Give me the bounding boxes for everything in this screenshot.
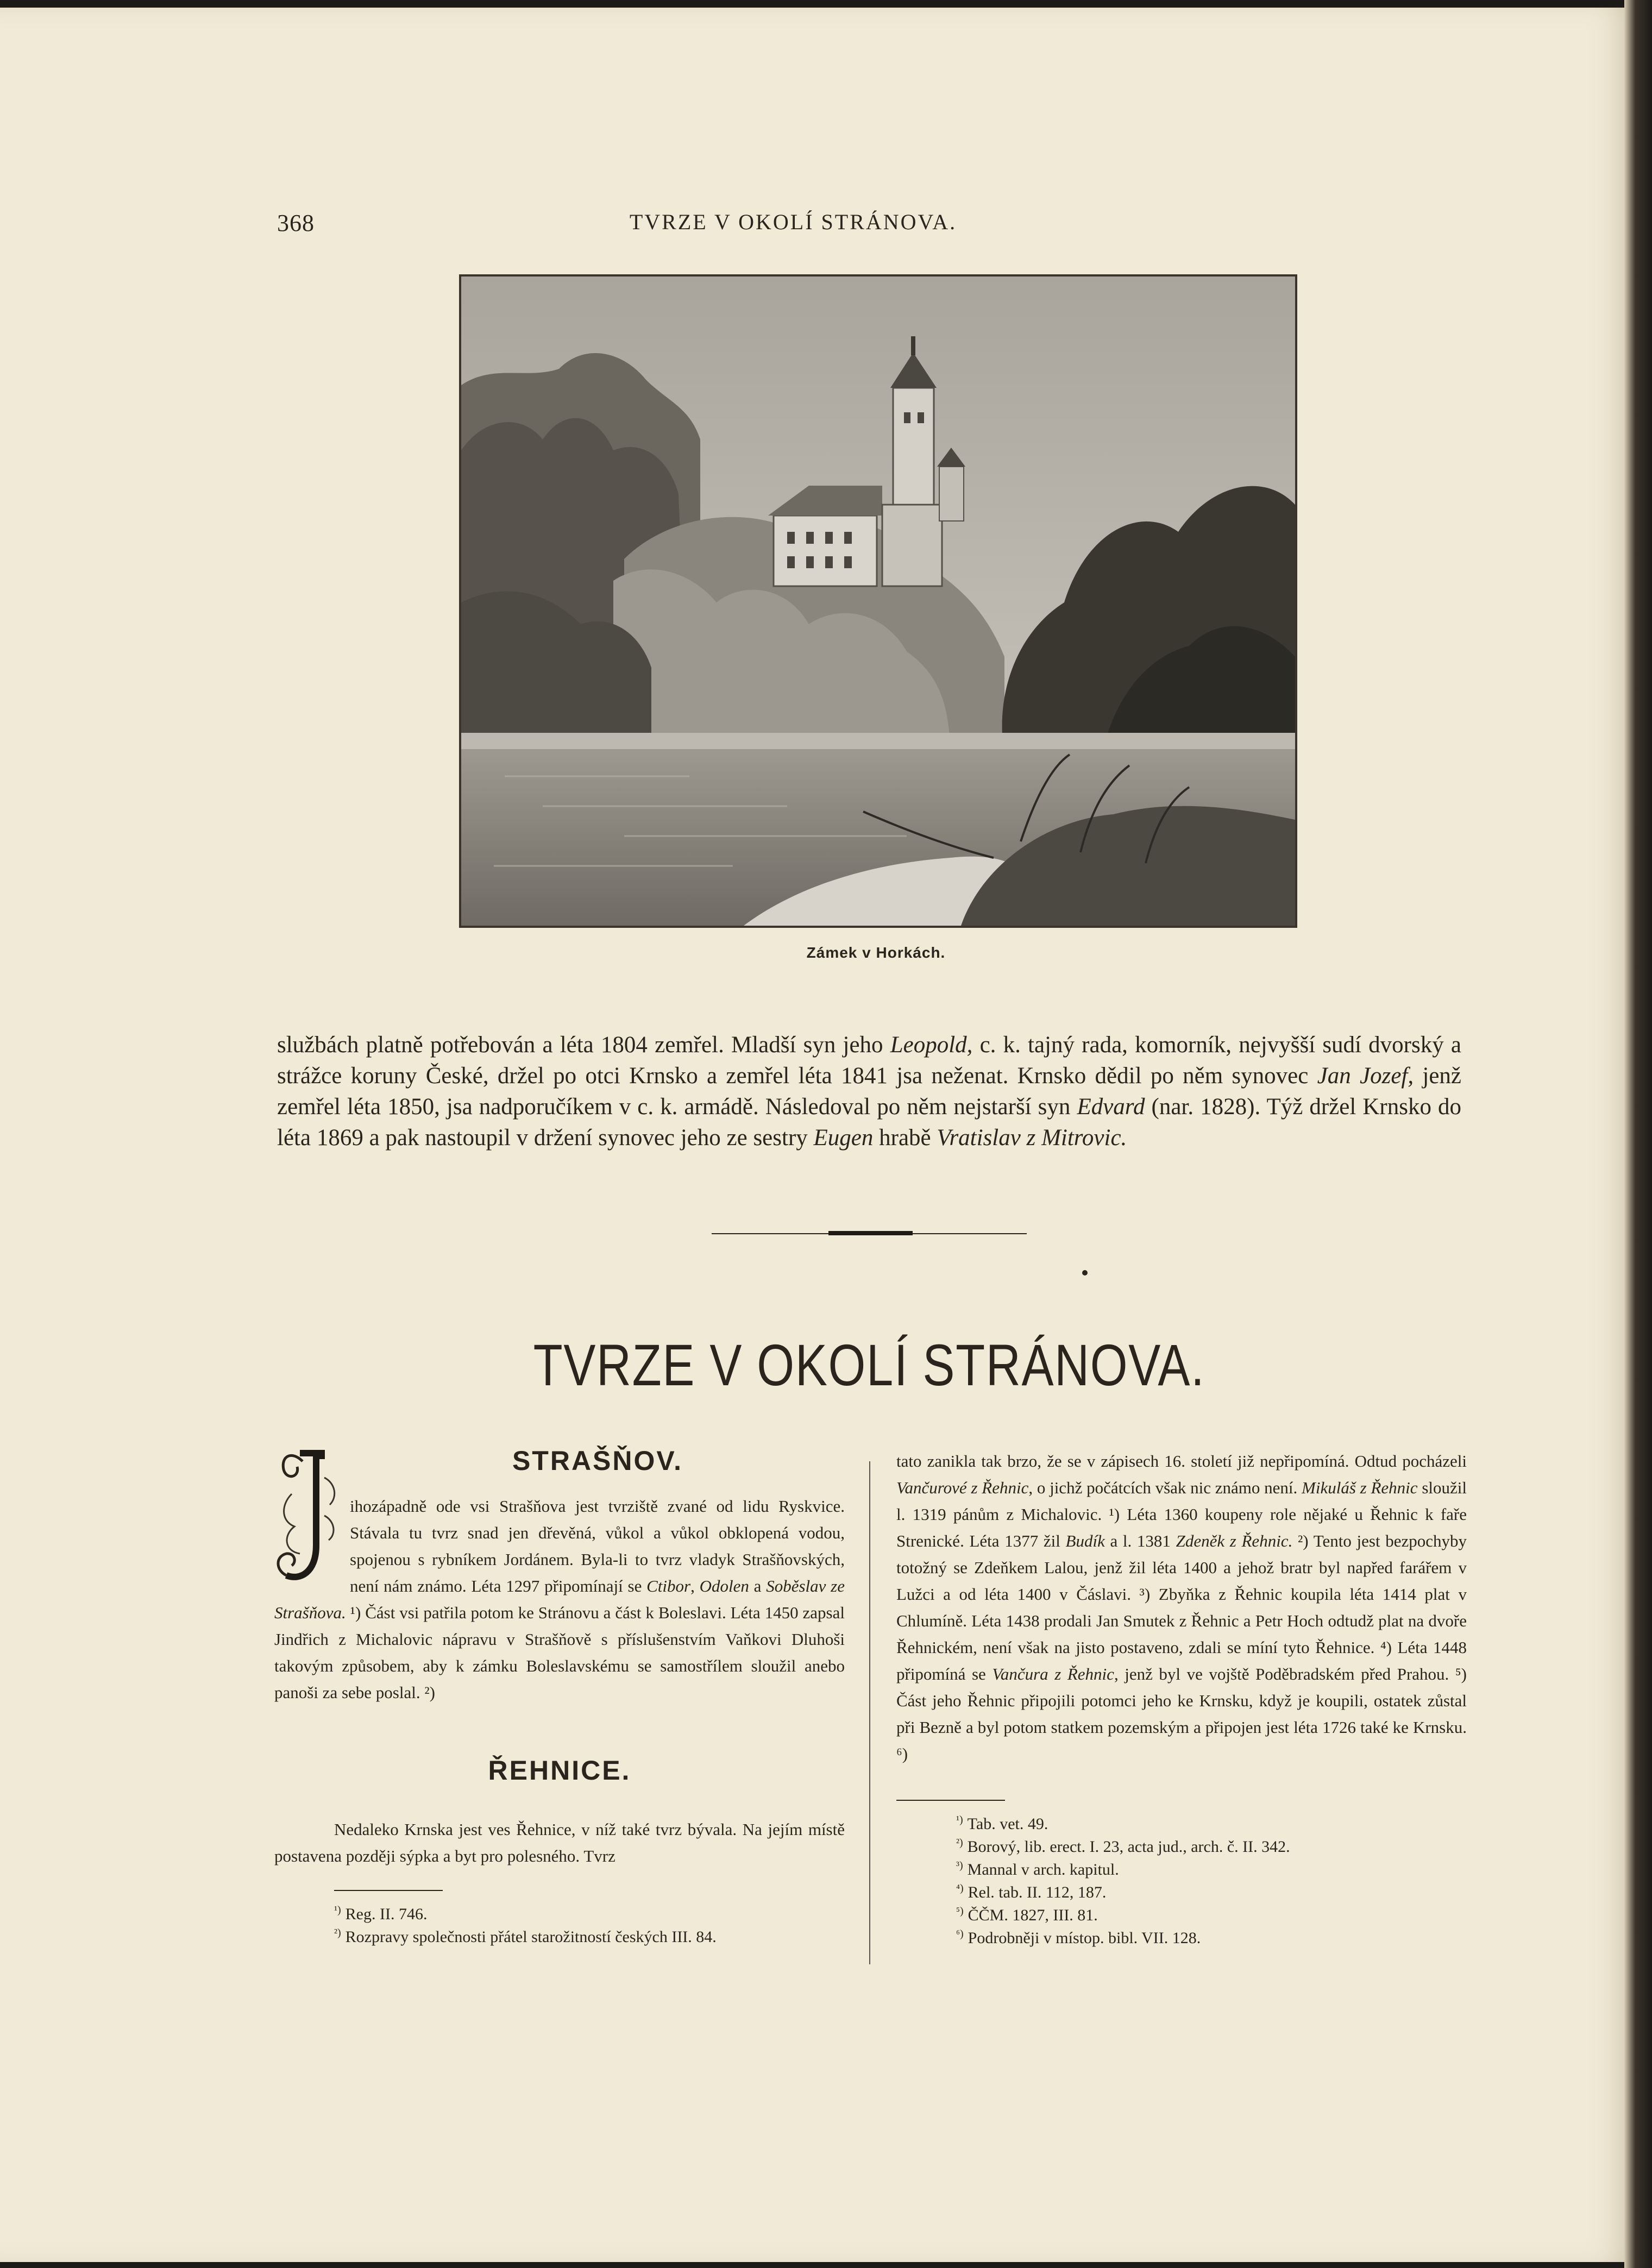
text-run: ²) Tento jest bezpochyby totožný se Zdeňkem Lalou, jenž žil léta 1400 a jehož bratr byl napřed farářem v Lužci a od léta 1400 v Čáslavi. ³) Zbyňka z Řehnic koupila léta 1414 plat v Chlumíně. Léta 1438 prodali Jan Smutek z Řehnic a Petr Hoch odtudž plat na dvoře Řehnickém, není však na jisto postaveno, zdali se míní tyto Řehnice. ⁴) Léta 1448 připomíná se (896, 1531, 1467, 1683)
strasnov-paragraph (274, 1493, 845, 1706)
italic-name: Vančura z Řehnic (992, 1664, 1114, 1683)
italic-name: Vratislav z Mitrovic. (937, 1125, 1127, 1151)
footnote: $^{^4)}$ Rel. tab. II. 112, 187. (956, 1882, 1107, 1901)
italic-name: Vančurové z Řehnic (896, 1478, 1029, 1497)
footnote: $^{^2)}$ Borový, lib. erect. I. 23, acta jud., arch. č. II. 342. (956, 1837, 1290, 1856)
continued-text (277, 1029, 1461, 1153)
rehnice-continuation (896, 1448, 1467, 1767)
italic-name: Leopold, (890, 1032, 973, 1058)
castle-tower (893, 388, 934, 505)
rehnice-paragraph: Nedaleko Krnska jest ves Řehnice, v níž také tvrz bývala. Na jejím místě postavena později sýpka a byt pro polesného. Tvrz (274, 1820, 845, 1865)
printer-dot (1082, 1270, 1088, 1276)
castle-wing (774, 516, 877, 586)
italic-name: Ctibor (646, 1576, 691, 1595)
italic-name: Zdeněk z Řehnic. (1176, 1531, 1293, 1550)
footnote-rule (334, 1890, 443, 1891)
chapter-title: TVRZE V OKOLÍ STRÁNOVA. (533, 1332, 1205, 1398)
italic-name: Mikuláš z Řehnic (1302, 1478, 1418, 1497)
left-column (274, 1445, 845, 1946)
footnote: $^{^1)}$ Tab. vet. 49. (956, 1814, 1048, 1833)
figure-caption: Zámek v Horkách. (806, 944, 946, 961)
footnote: $^{^6)}$ Podrobněji v místop. bibl. VII. 128. (956, 1928, 1201, 1947)
text-run: a (749, 1576, 767, 1595)
text-run: (nar. 1828). Týž držel Krnsko do léta 1869 a pak nastoupil v držení synovec jeho ze sestry (277, 1094, 1461, 1151)
text-run: sloužil l. 1319 pánům z Michalovic. ¹) Léta 1360 koupeny role nějaké u Řehnic k faře Strenické. Léta 1377 žil (896, 1478, 1467, 1550)
running-head (277, 209, 1309, 242)
footnote-rule (896, 1800, 1005, 1801)
right-footnotes (896, 1811, 1467, 1947)
footnote: $^{^2)}$ Rozpravy společnosti přátel starožitností českých III. 84. (334, 1927, 717, 1946)
left-footnotes (274, 1901, 845, 1946)
section-heading-strasnov: STRAŠŇOV. (512, 1446, 683, 1476)
text-run: jenž zemřel léta 1850, jsa nadporučíkem v c. k. armádě. Následoval po něm nejstarší syn (277, 1063, 1462, 1120)
section-heading-rehnice: ŘEHNICE. (488, 1755, 631, 1786)
footnote: $^{^5)}$ ČČM. 1827, III. 81. (956, 1905, 1098, 1924)
castle-engraving (459, 274, 1297, 928)
text-run: tato zanikla tak brzo, že se v zápisech 16. století již nepřipomíná. Odtud pocházeli (896, 1452, 1467, 1471)
italic-name: Soběslav ze Strašňova. (274, 1576, 845, 1622)
text-run: hrabě (873, 1125, 937, 1151)
column-rule (869, 1461, 870, 1964)
text-run: , jenž byl ve vojště Poděbradském před Prahou. ⁵) Část jeho Řehnic připojili potomci jeho ke Krnsku, když je koupili, ostatek zůstal při Bezně a byl potom statkem pozemským a připojen jest léta 1726 také ke Krnsku. ⁶) (896, 1664, 1467, 1763)
italic-name: Budík (1065, 1531, 1105, 1550)
footnote: $^{^1)}$ Reg. II. 746. (334, 1904, 428, 1923)
right-column (896, 1448, 1467, 1947)
page-edge-shadow (1624, 0, 1652, 2268)
text-run: , (690, 1576, 700, 1595)
text-run: ¹) Část vsi patřila potom ke Stránovu a část k Boleslavi. Léta 1450 zapsal Jindřich z Michalovic nápravu v Strašňově s příslušenstvím Vaňkovi Dluhoši takovým způsobem, aby k zámku Boleslavskému se samostřílem sloužil anebo panoši za sebe poslal. ²) (274, 1603, 845, 1702)
running-title: TVRZE V OKOLÍ STRÁNOVA. (629, 210, 957, 234)
page-number: 368 (277, 210, 315, 236)
text-run: a l. 1381 (1104, 1531, 1176, 1550)
text-run: ihozápadně ode vsi Strašňova jest tvrziště zvané od lidu Ryskvice. Stávala tu tvrz snad jen dřevěná, vůkol a vůkol obklopená vodou, spojenou s rybníkem Jordánem. Byla-li to tvrz vladyk Strašňovských, není nám známo. Léta 1297 připomínají se (350, 1497, 845, 1595)
italic-name: Jan Jozef, (1317, 1063, 1414, 1089)
text-run: , o jichž počátcích však nic známo není. (1028, 1478, 1302, 1497)
section-divider (712, 1230, 1027, 1237)
decorative-initial-j (270, 1445, 343, 1592)
italic-name: Odolen (699, 1576, 749, 1595)
continued-paragraph (277, 1029, 1461, 1153)
text-run: službách platně potřebován a léta 1804 zemřel. Mladší syn jeho (277, 1032, 890, 1058)
italic-name: Edvard (1077, 1094, 1145, 1120)
castle-illustration (461, 277, 1295, 926)
text-run: c. k. tajný rada, komorník, nejvyšší sudí dvorský a strážce koruny České, držel po otci Krnsko a zemřel léta 1841 jsa neženat. Krnsko dědil po něm synovec (277, 1032, 1461, 1089)
italic-name: Eugen (813, 1125, 874, 1151)
footnote: $^{^3)}$ Mannal v arch. kapitul. (956, 1859, 1119, 1879)
